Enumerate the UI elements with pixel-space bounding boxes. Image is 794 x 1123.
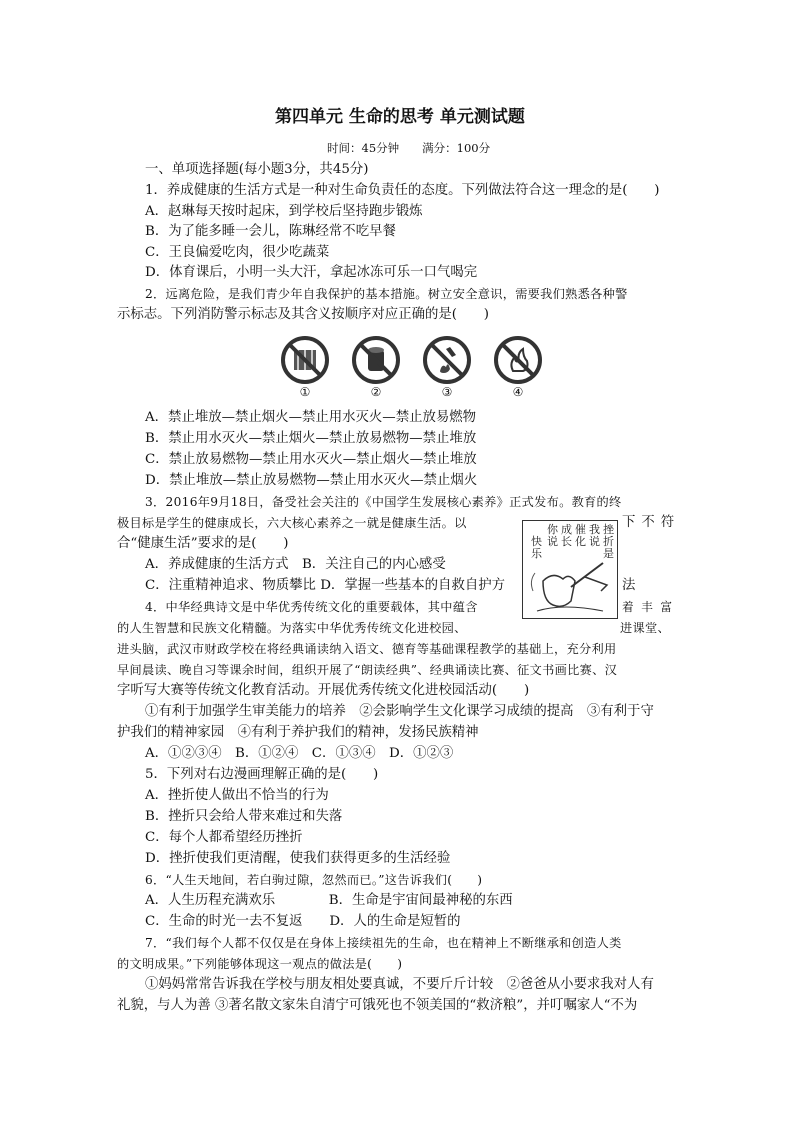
cartoon-drawing — [523, 521, 617, 618]
question-3-stem-line2-tail: 下不符 — [622, 515, 681, 530]
question-5-option-b: B．挫折只会给人带来难过和失落 — [145, 809, 343, 824]
question-2-stem-line1: 2．远离危险，是我们青少年自我保护的基本措施。树立安全意识，需要我们熟悉各种警 — [145, 287, 628, 301]
sign-label-4: ④ — [512, 385, 524, 399]
question-4-stem-line4: 早间晨读、晚自习等课余时间，组织开展了“朗读经典”、经典诵读比赛、征文书画比赛、汉 — [117, 663, 618, 677]
sign-label-2: ② — [370, 385, 382, 399]
question-3-stem-line2: 极目标是学生的健康成长，六大核心素养之一就是健康生活。以 — [117, 516, 467, 530]
question-7-stem-line2: 的文明成果。”下列能够体现这一观点的做法是( ) — [117, 957, 403, 971]
svg-text:你: 你 — [547, 523, 558, 536]
question-1-stem: 1．养成健康的生活方式是一种对生命负责任的态度。下列做法符合这一理念的是( ) — [145, 183, 660, 198]
page-title: 第四单元 生命的思考 单元测试题 — [275, 107, 525, 127]
question-4-statements-line2: 护我们的精神家园 ④有利于养护我们的精神，发扬民族精神 — [117, 725, 479, 740]
question-1-option-d: D．体育课后，小明一头大汗，拿起冰冻可乐一口气喝完 — [145, 265, 478, 280]
question-4-stem-line1-tail: 着丰富 — [622, 600, 680, 614]
svg-text:催: 催 — [575, 523, 586, 536]
exam-meta: 时间：45分钟 满分：100分 — [327, 141, 491, 155]
svg-text:长: 长 — [561, 535, 572, 548]
question-2-option-a: A．禁止堆放—禁止烟火—禁止用水灭火—禁止放易燃物 — [145, 410, 477, 425]
question-4-stem-line5: 字听写大赛等传统文化教育活动。开展优秀传统文化进校园活动( ) — [117, 683, 530, 698]
question-3-stem-line1: 3．2016年9月18日，备受社会关注的《中国学生发展核心素养》正式发布。教育的终 — [145, 495, 622, 509]
cartoon-image — [522, 520, 618, 619]
svg-text:说: 说 — [547, 535, 558, 548]
svg-text:挫: 挫 — [603, 523, 614, 536]
question-4-stem-line1: 4．中华经典诗文是中华优秀传统文化的重要载体，其中蕴含 — [145, 600, 478, 614]
question-2-option-b: B．禁止用水灭火—禁止烟火—禁止放易燃物—禁止堆放 — [145, 431, 477, 446]
question-2-option-d: D．禁止堆放—禁止放易燃物—禁止用水灭火—禁止烟火 — [145, 473, 478, 488]
question-3-options-ab: A．养成健康的生活方式 B．关注自己的内心感受 — [145, 557, 446, 572]
question-4-statements-line1: ①有利于加强学生审美能力的培养 ②会影响学生文化课学习成绩的提高 ③有利于守 — [145, 704, 654, 719]
no-flammable-sign-icon — [493, 335, 543, 385]
question-2-option-c: C．禁止放易燃物—禁止用水灭火—禁止烟火—禁止堆放 — [145, 452, 477, 467]
question-4-stem-line3: 进头脑，武汉市财政学校在将经典诵读纳入语文、德育等基础课程教学的基础上，充分利用 — [117, 642, 617, 656]
question-4-stem-line2: 的人生智慧和民族文化精髓。为落实中华优秀传统文化进校园、 — [117, 621, 467, 635]
question-3-stem-line3: 合“健康生活”要求的是( ) — [117, 536, 289, 551]
question-2-stem-line2: 示标志。下列消防警示标志及其含义按顺序对应正确的是( ) — [117, 307, 489, 322]
svg-text:化: 化 — [575, 535, 586, 548]
svg-text:说: 说 — [589, 535, 600, 548]
sign-label-3: ③ — [441, 385, 453, 399]
section-heading: 一、单项选择题(每小题3分，共45分) — [145, 162, 369, 177]
question-3-options-cd: C．注重精神追求、物质攀比 D．掌握一些基本的自救自护方 — [145, 578, 506, 593]
sign-label-1: ① — [299, 385, 311, 399]
svg-text:是: 是 — [603, 547, 614, 560]
question-4-stem-line2-tail: 进课堂、 — [620, 621, 670, 635]
question-5-option-c: C．每个人都希望经历挫折 — [145, 830, 303, 845]
question-6-options-ab: A．人生历程充满欢乐 B．生命是宇宙间最神秘的东西 — [145, 893, 513, 908]
svg-text:我: 我 — [589, 523, 600, 536]
question-7-stem-line1: 7．“我们每个人都不仅仅是在身体上接续祖先的生命，也在精神上不断继承和创造人类 — [145, 936, 622, 950]
no-water-extinguish-sign-icon — [422, 335, 472, 385]
question-6-options-cd: C．生命的时光一去不复返 D．人的生命是短暂的 — [145, 914, 461, 929]
question-7-statements-line1: ①妈妈常常告诉我在学校与朋友相处要真诚，不要斤斤计较 ②爸爸从小要求我对人有 — [145, 977, 654, 992]
svg-text:成: 成 — [561, 523, 572, 536]
question-3-options-cd-tail: 法 — [622, 578, 636, 593]
svg-text:乐: 乐 — [531, 547, 542, 560]
question-6-stem: 6．“人生天地间，若白驹过隙，忽然而已。”这告诉我们( ) — [145, 873, 483, 887]
svg-text:快: 快 — [531, 535, 542, 548]
question-1-option-b: B．为了能多睡一会儿，陈琳经常不吃早餐 — [145, 224, 396, 239]
svg-text:折: 折 — [603, 535, 614, 548]
no-fire-sign-icon — [351, 335, 401, 385]
question-5-option-d: D．挫折使我们更清醒，使我们获得更多的生活经验 — [145, 851, 451, 866]
question-5-option-a: A．挫折使人做出不恰当的行为 — [145, 788, 329, 803]
question-1-option-a: A．赵琳每天按时起床，到学校后坚持跑步锻炼 — [145, 204, 423, 219]
question-4-choices: A．①②③④ B．①②④ C．①③④ D．①②③ — [145, 746, 454, 761]
question-1-option-c: C．王良偏爱吃肉，很少吃蔬菜 — [145, 245, 330, 260]
no-stacking-sign-icon — [280, 335, 330, 385]
question-5-stem: 5．下列对右边漫画理解正确的是( ) — [145, 767, 379, 782]
question-7-statements-line2: 礼貌，与人为善 ③著名散文家朱自清宁可饿死也不领美国的“救济粮”，并叮嘱家人“不为 — [117, 998, 638, 1013]
